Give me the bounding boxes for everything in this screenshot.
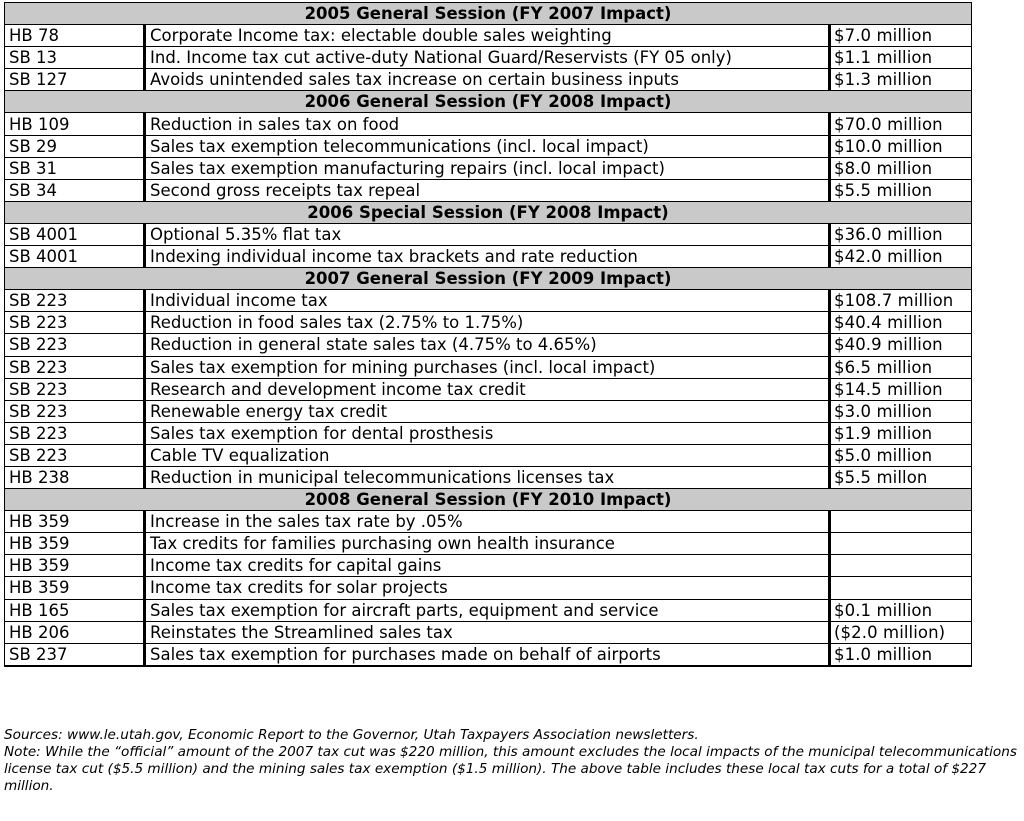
description-cell: Optional 5.35% flat tax <box>145 223 830 245</box>
description-cell: Sales tax exemption for dental prosthesis <box>145 422 830 444</box>
session-title: 2006 General Session (FY 2008 Impact) <box>5 91 972 113</box>
table-row <box>5 356 972 378</box>
amount-cell: $40.4 million <box>830 312 972 334</box>
bill-number-cell: SB 223 <box>5 356 145 378</box>
amount-cell <box>830 555 972 577</box>
bill-number-cell: SB 4001 <box>5 223 145 245</box>
amount-cell: $40.9 million <box>830 334 972 356</box>
amount-cell: $6.5 million <box>830 356 972 378</box>
table-row <box>5 533 972 555</box>
session-header-row <box>5 3 972 25</box>
table-row <box>5 466 972 488</box>
session-header-row <box>5 489 972 511</box>
description-cell: Avoids unintended sales tax increase on certain business inputs <box>145 69 830 91</box>
bill-number-cell: HB 359 <box>5 511 145 533</box>
amount-cell: $5.0 million <box>830 444 972 466</box>
table-row <box>5 577 972 599</box>
description-cell: Reduction in municipal telecommunications licenses tax <box>145 466 830 488</box>
amount-cell: $1.3 million <box>830 69 972 91</box>
bill-number-cell: HB 238 <box>5 466 145 488</box>
description-cell: Sales tax exemption telecommunications (incl. local impact) <box>145 135 830 157</box>
description-cell: Renewable energy tax credit <box>145 400 830 422</box>
amount-cell: $3.0 million <box>830 400 972 422</box>
session-title: 2008 General Session (FY 2010 Impact) <box>5 489 972 511</box>
bill-number-cell: SB 223 <box>5 422 145 444</box>
amount-cell: $70.0 million <box>830 113 972 135</box>
amount-cell: $42.0 million <box>830 246 972 268</box>
table-row <box>5 135 972 157</box>
description-cell: Reduction in food sales tax (2.75% to 1.75%) <box>145 312 830 334</box>
bill-number-cell: SB 223 <box>5 400 145 422</box>
bill-number-cell: HB 206 <box>5 621 145 643</box>
table-row <box>5 179 972 201</box>
bill-number-cell: SB 237 <box>5 643 145 666</box>
bill-number-cell: HB 109 <box>5 113 145 135</box>
footnotes <box>4 727 1019 795</box>
table-row <box>5 290 972 312</box>
table-row <box>5 422 972 444</box>
amount-cell: $108.7 million <box>830 290 972 312</box>
table-row <box>5 444 972 466</box>
table-row <box>5 47 972 69</box>
description-cell: Sales tax exemption for aircraft parts, equipment and service <box>145 599 830 621</box>
explanatory-note: Note: While the “official” amount of the 2007 tax cut was $220 million, this amount excludes the local impacts of the municipal telecommunications license tax cut ($5.5 million) and the mining sales tax exemption ($1.5 million). The above table includes these local tax cuts for a total of $227 million. <box>4 744 1017 794</box>
description-cell: Sales tax exemption manufacturing repairs (incl. local impact) <box>145 157 830 179</box>
description-cell: Reduction in general state sales tax (4.75% to 4.65%) <box>145 334 830 356</box>
amount-cell: $14.5 million <box>830 378 972 400</box>
amount-cell: $36.0 million <box>830 223 972 245</box>
bill-number-cell: SB 31 <box>5 157 145 179</box>
table-row <box>5 378 972 400</box>
session-header-row <box>5 201 972 223</box>
amount-cell <box>830 511 972 533</box>
description-cell: Reinstates the Streamlined sales tax <box>145 621 830 643</box>
amount-cell: $5.5 millon <box>830 466 972 488</box>
description-cell: Research and development income tax credit <box>145 378 830 400</box>
session-title: 2007 General Session (FY 2009 Impact) <box>5 268 972 290</box>
table-row <box>5 312 972 334</box>
description-cell: Increase in the sales tax rate by .05% <box>145 511 830 533</box>
bill-number-cell: SB 223 <box>5 290 145 312</box>
tax-cut-table-body <box>5 3 972 666</box>
table-row <box>5 555 972 577</box>
session-title: 2006 Special Session (FY 2008 Impact) <box>5 201 972 223</box>
table-row <box>5 511 972 533</box>
bill-number-cell: SB 127 <box>5 69 145 91</box>
session-header-row <box>5 91 972 113</box>
table-row <box>5 69 972 91</box>
amount-cell: $1.1 million <box>830 47 972 69</box>
description-cell: Corporate Income tax: electable double sales weighting <box>145 25 830 47</box>
table-row <box>5 25 972 47</box>
description-cell: Income tax credits for capital gains <box>145 555 830 577</box>
table-row <box>5 113 972 135</box>
bill-number-cell: HB 78 <box>5 25 145 47</box>
description-cell: Sales tax exemption for purchases made on behalf of airports <box>145 643 830 666</box>
amount-cell <box>830 533 972 555</box>
amount-cell: $1.0 million <box>830 643 972 666</box>
table-row <box>5 400 972 422</box>
bill-number-cell: SB 223 <box>5 444 145 466</box>
bill-number-cell: HB 359 <box>5 555 145 577</box>
amount-cell: ($2.0 million) <box>830 621 972 643</box>
sources-note: Sources: www.le.utah.gov, Economic Report to the Governor, Utah Taxpayers Association newsletters. <box>4 727 699 743</box>
table-row <box>5 334 972 356</box>
session-header-row <box>5 268 972 290</box>
description-cell: Second gross receipts tax repeal <box>145 179 830 201</box>
description-cell: Ind. Income tax cut active-duty National Guard/Reservists (FY 05 only) <box>145 47 830 69</box>
amount-cell: $10.0 million <box>830 135 972 157</box>
amount-cell: $8.0 million <box>830 157 972 179</box>
bill-number-cell: SB 34 <box>5 179 145 201</box>
table-row <box>5 599 972 621</box>
table-row <box>5 621 972 643</box>
amount-cell: $1.9 million <box>830 422 972 444</box>
tax-cut-table <box>4 2 972 667</box>
session-title: 2005 General Session (FY 2007 Impact) <box>5 3 972 25</box>
bill-number-cell: SB 13 <box>5 47 145 69</box>
bill-number-cell: HB 359 <box>5 533 145 555</box>
bill-number-cell: SB 4001 <box>5 246 145 268</box>
bill-number-cell: SB 29 <box>5 135 145 157</box>
bill-number-cell: SB 223 <box>5 334 145 356</box>
description-cell: Sales tax exemption for mining purchases (incl. local impact) <box>145 356 830 378</box>
bill-number-cell: SB 223 <box>5 378 145 400</box>
table-row <box>5 643 972 666</box>
amount-cell: $5.5 million <box>830 179 972 201</box>
description-cell: Indexing individual income tax brackets and rate reduction <box>145 246 830 268</box>
description-cell: Cable TV equalization <box>145 444 830 466</box>
table-row <box>5 157 972 179</box>
bill-number-cell: HB 359 <box>5 577 145 599</box>
amount-cell: $0.1 million <box>830 599 972 621</box>
description-cell: Income tax credits for solar projects <box>145 577 830 599</box>
bill-number-cell: HB 165 <box>5 599 145 621</box>
description-cell: Tax credits for families purchasing own health insurance <box>145 533 830 555</box>
description-cell: Reduction in sales tax on food <box>145 113 830 135</box>
amount-cell <box>830 577 972 599</box>
amount-cell: $7.0 million <box>830 25 972 47</box>
table-row <box>5 246 972 268</box>
bill-number-cell: SB 223 <box>5 312 145 334</box>
description-cell: Individual income tax <box>145 290 830 312</box>
table-row <box>5 223 972 245</box>
